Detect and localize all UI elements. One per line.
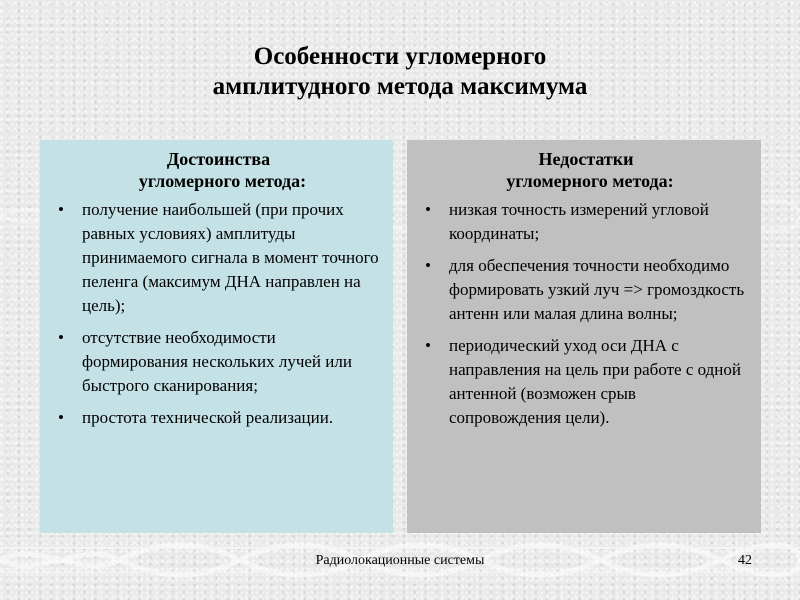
disadvantages-list [425,198,747,430]
list-item: • получение наибольшей (при прочих равных условиях) амплитуды принимаемого сигнала в момент точного пеленга (максимум ДНА направлен на цель); [58,198,379,318]
advantages-heading [58,148,379,192]
disadvantages-heading [425,148,747,192]
slide-title-line1: Особенности угломерного [253,43,547,70]
advantages-panel [40,140,393,533]
disadvantages-panel [407,140,761,533]
disadvantages-heading-line2: угломерного метода: [506,171,674,191]
list-item: • низкая точность измерений угловой координаты; [425,198,747,246]
footer-course-title: Радиолокационные системы [315,553,485,568]
advantages-list [58,198,379,430]
slide-title-line2: амплитудного метода максимума [212,73,588,100]
list-item: • для обеспечения точности необходимо формировать узкий луч => громоздкость антенн или малая длина волны; [425,254,747,326]
advantages-heading-line2: угломерного метода: [138,171,307,191]
list-item: • периодический уход оси ДНА с направления на цель при работе с одной антенной (возможен срыв сопровождения цели). [425,334,747,430]
slide-title [0,42,800,102]
disadvantages-heading-line1: Недостатки [538,149,634,169]
advantages-heading-line1: Достоинства [166,149,271,169]
list-item: • простота технической реализации. [58,406,379,430]
list-item: • отсутствие необходимости формирования нескольких лучей или быстрого сканирования; [58,326,379,398]
page-number: 42 [738,553,752,568]
